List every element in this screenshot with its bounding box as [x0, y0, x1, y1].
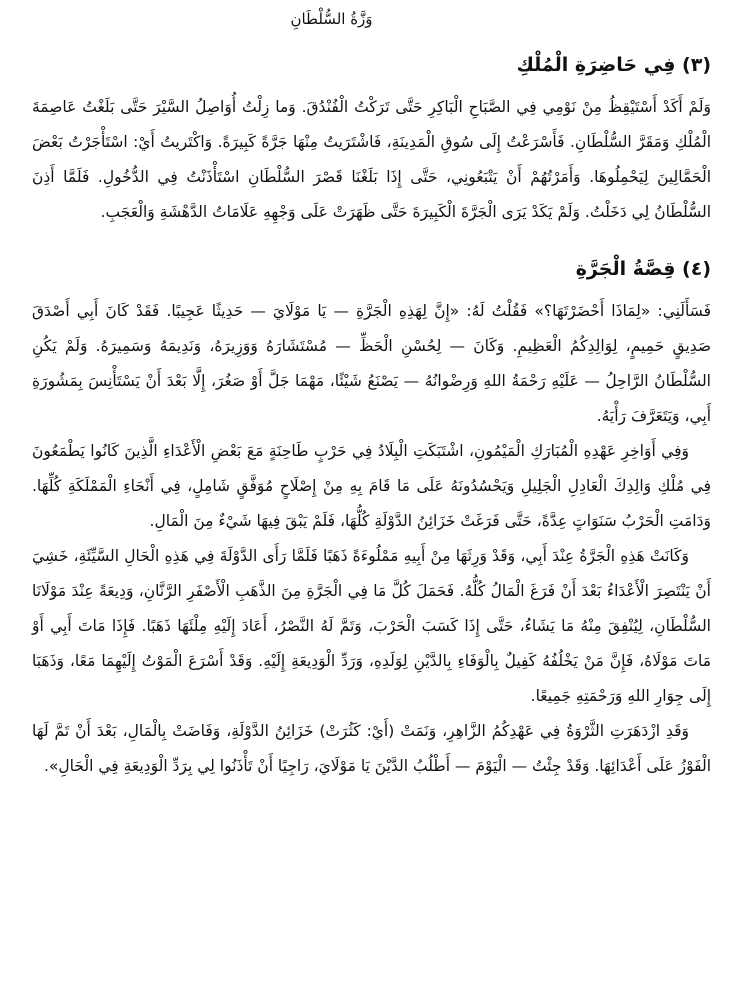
- section-4: [32, 252, 711, 784]
- section-3: [32, 48, 711, 230]
- paragraph: وَفِي أَوَاخِرِ عَهْدِهِ الْمُبَارَكِ الْمَيْمُونِ، اشْتَبَكَتِ الْبِلَادُ فِي حَرْبٍ طَاحِنَةٍ مَعَ بَعْضِ الْأَعْدَاءِ الَّذِينَ كَانُوا يَطْمَعُونَ فِي مُلْكِ وَالِدِكَ الْعَادِلِ الْجَلِيلِ وَيَحْسُدُونَهُ عَلَى مَا قَامَ بِهِ مِنْ إِصْلَاحٍ مُوَفَّقٍ شَامِلٍ، فِي أَنْحَاءِ الْمَمْلَكَةِ كُلِّهَا. وَدَامَتِ الْحَرْبُ سَنَوَاتٍ عِدَّةً، حَتَّى فَرَغَتْ خَزَائِنُ الدَّوْلَةِ كُلُّهَا، فَلَمْ يَبْقَ فِيهَا شَيْءٌ مِنَ الْمَالِ.: [32, 442, 711, 530]
- section-title: (٤) قِصَّةُ الْجَرَّةِ: [575, 258, 711, 280]
- paragraph: وَكَانَتْ هَذِهِ الْجَرَّةُ عِنْدَ أَبِي، وَقَدْ وَرِثَهَا مِنْ أَبِيهِ مَمْلُوءَةً ذَهَبًا فَلَمَّا رَأَى الدَّوْلَةَ فِي هَذِهِ الْحَالِ السَّيِّئَةِ، خَشِيَ أَنْ يَنْتَصِرَ الْأَعْدَاءُ بَعْدَ أَنْ فَرَغَ الْمَالُ كُلُّهُ. فَحَمَلَ كُلَّ مَا فِي الْجَرَّةِ مِنَ الذَّهَبِ الْأَصْفَرِ الرَّنَّانِ، وَدِيعَةً عِنْدَ مَوْلَانَا السُّلْطَانِ، لِيُنْفِقَ مِنْهُ مَا يَشَاءُ، حَتَّى إِذَا كَسَبَ الْحَرْبَ، وَتَمَّ لَهُ النَّصْرُ، أَعَادَ إِلَيْهِ مِلْئَهَا ذَهَبًا. فَإِذَا مَاتَ أَبِي أَوْ مَاتَ مَوْلَاهُ، فَإِنَّ مَنْ يَخْلُفُهُ كَفِيلٌ بِالْوَفَاءِ بِالدَّيْنِ لِوَلَدِهِ، وَرَدِّ الْوَدِيعَةِ إِلَيْهِ. وَقَدْ أَسْرَعَ الْمَوْتُ إِلَيْهِمَا مَعًا، وَذَهَبَا إِلَى جِوَارِ اللهِ وَرَحْمَتِهِ جَمِيعًا.: [32, 547, 711, 705]
- paragraph: وَلَمْ أَكَدْ أَسْتَيْقِظُ مِنْ نَوْمِي فِي الصَّبَاحِ الْبَاكِرِ حَتَّى تَرَكْتُ الْفُنْدُقَ. وَما زِلْتُ أُوَاصِلُ السَّيْرَ حَتَّى بَلَغْتُ عَاصِمَةَ الْمُلْكِ وَمَقَرَّ السُّلْطَانِ. فَأَسْرَعْتُ إِلَى سُوقِ الْمَدِينَةِ، فَاشْتَرَيتُ مِنْهَا جَرَّةً كَبِيرَةً. وَاكْتَريتُ أَيْ: اسْتَأْجَرْتُ بَعْضَ الْحَمَّالِينَ لِيَحْمِلُوهَا. وَأَمَرْتُهُمْ أَنْ يَتْبَعُونِي، حَتَّى إِذَا بَلَغْنَا قَصْرَ السُّلْطَانِ اسْتَأْذَنْتُ فِي الدُّخُولِ. فَلَمَّا أَذِنَ السُّلْطَانُ لِي دَخَلْتُ. وَلَمْ يَكَدْ يَرَى الْجَرَّةَ الْكَبِيرَةَ حَتَّى ظَهَرَتْ عَلَى وَجْهِهِ عَلَامَاتُ الدَّهْشَةِ وَالْعَجَبِ.: [32, 98, 711, 221]
- paragraph: وَقَدِ ازْدَهَرَتِ الثَّرْوَةُ فِي عَهْدِكُمُ الزَّاهِرِ، وَنَمَتْ (أَيْ: كَثُرَتْ) خَزَائِنُ الدَّوْلَةِ، وَفَاضَتْ بِالْمَالِ، بَعْدَ أَنْ تَمَّ لَهَا الْفَوْزُ عَلَى أَعْدَائِهَا. وَقَدْ جِئْتُ — الْيَوْمَ — أَطْلُبُ الدَّيْنَ يَا مَوْلَايَ، رَاجِيًا أَنْ تَأْذَنُوا لِي بِرَدِّ الْوَدِيعَةِ فِي الْحَالِ».: [32, 722, 711, 775]
- running-head: وَزَّةُ السُّلْطَانِ: [290, 10, 373, 28]
- section-title: (٣) فِي حَاضِرَةِ الْمُلْكِ: [516, 54, 711, 76]
- paragraph: فَسَأَلَنِي: «لِمَاذَا أَحْضَرْتَهَا؟» فَقُلْتُ لَهُ: «إِنَّ لِهَذِهِ الْجَرَّةِ — يَا مَوْلَايَ — حَدِيثًا عَجِيبًا. فَقَدْ كَانَ أَبِي أَصْدَقَ صَدِيقٍ حَمِيمٍ، لِوَالِدِكُمُ الْعَظِيمِ. وَكَانَ — لِحُسْنِ الْحَظِّ — مُسْتَشَارَهُ وَوَزِيرَهُ، وَنَدِيمَهُ وَسَمِيرَهُ. وَلَمْ يَكُنِ السُّلْطَانُ الرَّاحِلُ — عَلَيْهِ رَحْمَةُ اللهِ وَرِضْوانُهُ — يَصْنَعُ شَيْئًا، مَهْمَا جَلَّ أَوْ صَغُرَ، إِلَّا بَعْدَ أَنْ يَسْتَأْنِسَ بِمَشُورَةِ أَبِي، وَيَتَعَرَّفَ رَأْيَهُ.: [32, 302, 711, 425]
